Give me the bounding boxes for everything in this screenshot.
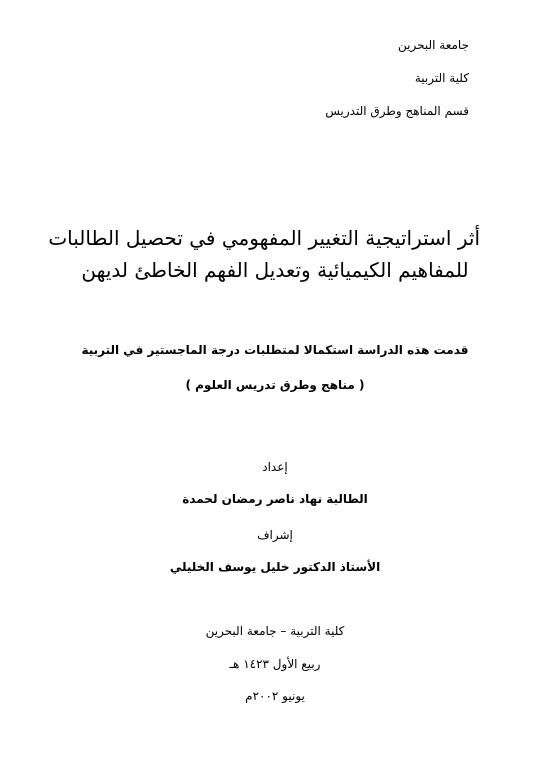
university-name: جامعة البحرين: [398, 38, 469, 52]
submission-statement: قدمت هذه الدراسة استكمالا لمتطلبات درجة الماجستير في التربية: [81, 343, 469, 357]
preparation-label: إعداد: [262, 460, 288, 474]
supervision-label: إشراف: [257, 528, 293, 542]
gregorian-date: يونيو ٢٠٠٢م: [245, 689, 305, 703]
department-name: قسم المناهج وطرق التدريس: [325, 104, 469, 118]
thesis-title-line-2: للمفاهيم الكيميائية وتعديل الفهم الخاطئ لديهن: [81, 258, 469, 282]
hijri-date: ربيع الأول ١٤٢٣ هـ: [229, 657, 321, 671]
supervisor-name: الأستاذ الدكتور خليل يوسف الخليلي: [169, 560, 381, 574]
college-name: كلية التربية: [414, 71, 469, 85]
thesis-title: [48, 222, 480, 286]
thesis-title-line-1: أثر استراتيجية التغيير المفهومي في تحصيل الطالبات: [48, 226, 480, 250]
student-name: الطالبة نهاد ناصر رمضان لحمدة: [182, 492, 368, 506]
institution-line: كلية التربية – جامعة البحرين: [205, 624, 345, 638]
specialization: ( مناهج وطرق تدريس العلوم ): [185, 378, 365, 392]
